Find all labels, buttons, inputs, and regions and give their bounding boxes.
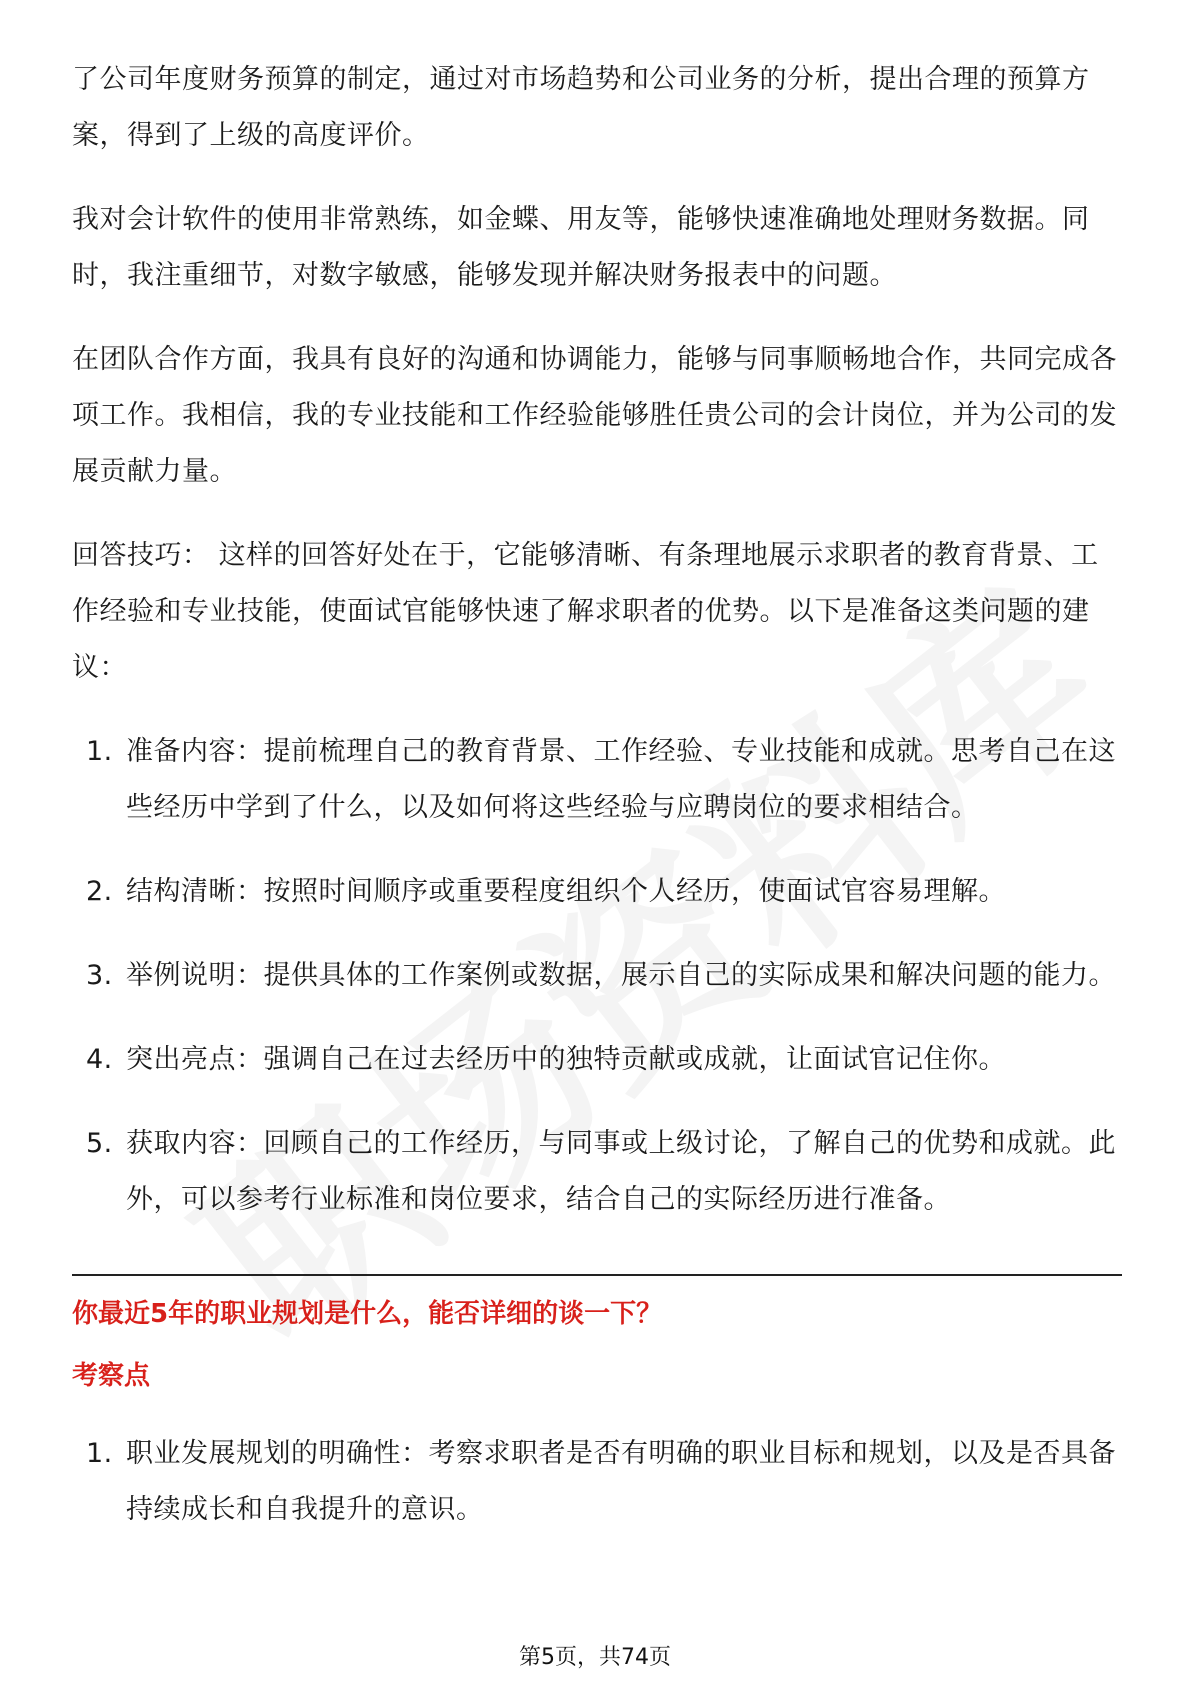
question-heading: 你最近5年的职业规划是什么，能否详细的谈一下？ — [72, 1299, 663, 1329]
list-item-text: 职业发展规划的明确性：考察求职者是否有明确的职业目标和规划，以及是否具备持续成长和自我提升的意识。 — [126, 1438, 1116, 1525]
points-list — [72, 1426, 1122, 1538]
document-page — [72, 52, 1122, 1538]
section-label: 考察点 — [72, 1361, 151, 1391]
paragraph: 了公司年度财务预算的制定，通过对市场趋势和公司业务的分析，提出合理的预算方案，得到了上级的高度评价。 — [72, 64, 1090, 151]
paragraph: 在团队合作方面，我具有良好的沟通和协调能力，能够与同事顺畅地合作，共同完成各项工作。我相信，我的专业技能和工作经验能够胜任贵公司的会计岗位，并为公司的发展贡献力量。 — [72, 344, 1117, 487]
list-number: 5. — [86, 1128, 113, 1159]
page-footer: 第5页，共74页 — [519, 1645, 671, 1670]
answer-tips-paragraph: 回答技巧： 这样的回答好处在于，它能够清晰、有条理地展示求职者的教育背景、工作经验和专业技能，使面试官能够快速了解求职者的优势。以下是准备这类问题的建议： — [72, 540, 1099, 683]
section-divider — [72, 1274, 1122, 1276]
tips-list — [72, 724, 1122, 1228]
list-item — [72, 948, 1122, 1004]
list-item-text: 结构清晰：按照时间顺序或重要程度组织个人经历，使面试官容易理解。 — [126, 876, 1006, 907]
list-item-text: 获取内容：回顾自己的工作经历，与同事或上级讨论，了解自己的优势和成就。此外，可以参考行业标准和岗位要求，结合自己的实际经历进行准备。 — [126, 1128, 1116, 1215]
list-item — [72, 724, 1122, 836]
list-number: 2. — [86, 876, 113, 907]
list-item — [72, 1116, 1122, 1228]
list-item — [72, 864, 1122, 920]
list-item-text: 举例说明：提供具体的工作案例或数据，展示自己的实际成果和解决问题的能力。 — [126, 960, 1116, 991]
list-item — [72, 1426, 1122, 1538]
list-number: 1. — [86, 736, 113, 767]
list-item-text: 突出亮点：强调自己在过去经历中的独特贡献或成就，让面试官记住你。 — [126, 1044, 1006, 1075]
paragraph: 我对会计软件的使用非常熟练，如金蝶、用友等，能够快速准确地处理财务数据。同时，我注重细节，对数字敏感，能够发现并解决财务报表中的问题。 — [72, 204, 1090, 291]
list-item-text: 准备内容：提前梳理自己的教育背景、工作经验、专业技能和成就。思考自己在这些经历中学到了什么，以及如何将这些经验与应聘岗位的要求相结合。 — [126, 736, 1116, 823]
list-number: 3. — [86, 960, 113, 991]
list-number: 4. — [86, 1044, 113, 1075]
list-item — [72, 1032, 1122, 1088]
list-number: 1. — [86, 1438, 113, 1469]
